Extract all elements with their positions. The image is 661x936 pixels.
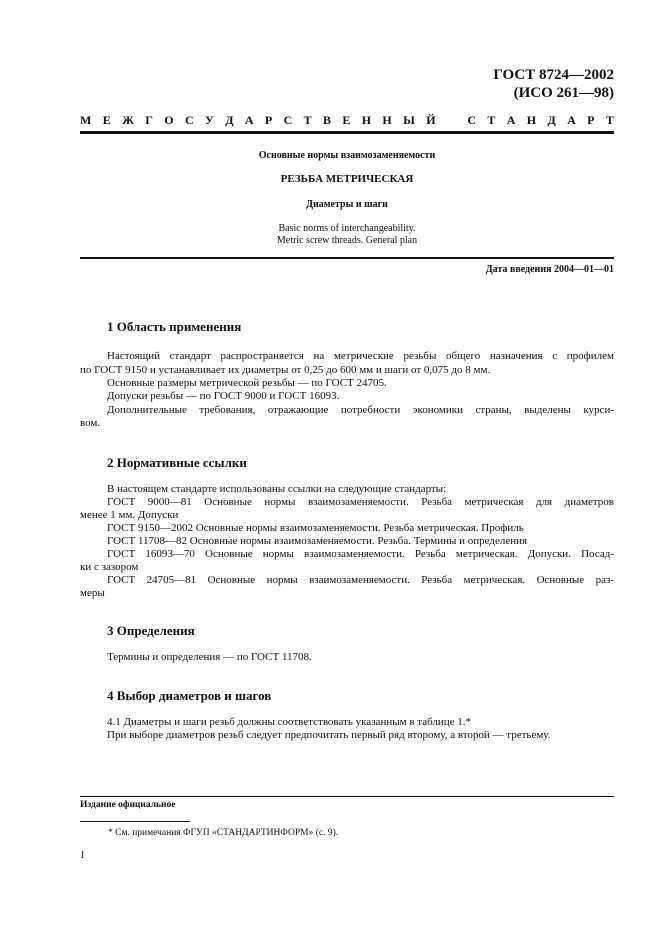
footnote: * См. примечания ФГУП «СТАНДАРТИНФОРМ» (с. 9). (108, 828, 339, 838)
banner-letter: О (164, 113, 174, 127)
reference-line: ГОСТ 16093—70 Основные нормы взаимозаменяемости. Резьба метрическая. Допуски. Посад- (107, 548, 614, 560)
banner-letter (447, 114, 456, 127)
banner-letter: С (283, 113, 293, 127)
banner-letter: С (185, 113, 194, 127)
footnote-divider (80, 821, 190, 822)
banner-letter: Ы (403, 113, 415, 127)
reference-line: менее 1 мм. Допуски (80, 509, 179, 521)
banner-letter: Н (382, 113, 392, 127)
paragraph-line: Настоящий стандарт распространяется на метрические резьбы общего назначения с профилем (107, 350, 614, 362)
banner-letter: Г (145, 113, 153, 127)
paragraph-line: При выборе диаметров резьб следует предпочитать первый ряд второму, а второй — третьему. (107, 729, 551, 741)
reference-line: ГОСТ 11708—82 Основные нормы взаимозаменяемости. Резьба. Термины и определения (107, 535, 528, 547)
reference-line: ГОСТ 24705—81 Основные нормы взаимозаменяемости. Резьба метрическая. Основные раз- (107, 574, 614, 586)
reference-line: меры (80, 587, 105, 599)
banner-letter: Т (605, 113, 614, 127)
banner-letter: Н (361, 113, 372, 127)
title-en-1: Basic norms of interchangeability. (278, 223, 416, 234)
banner-letter: Р (264, 113, 273, 127)
reference-line: ГОСТ 9150—2002 Основные нормы взаимозаменяемости. Резьба метрическая. Профиль (107, 522, 524, 534)
banner-letter: Р (587, 113, 595, 127)
paragraph-line: вом. (80, 417, 101, 429)
banner-letter: А (567, 113, 576, 127)
title-group: Основные нормы взаимозаменяемости (258, 150, 436, 161)
banner-letter: Ж (122, 113, 134, 127)
iso-code: (ИСО 261—98) (513, 85, 614, 101)
paragraph-line: В настоящем стандарте использованы ссылки на следующие стандарты: (107, 483, 447, 495)
page-number: 1 (80, 850, 85, 861)
standard-code: ГОСТ 8724—2002 (493, 67, 614, 83)
banner-letter: Й (426, 113, 436, 127)
section-3-heading: 3 Определения (107, 623, 195, 638)
banner-letter: Т (303, 113, 312, 127)
title-main: РЕЗЬБА МЕТРИЧЕСКАЯ (280, 173, 414, 185)
effective-date: Дата введения 2004—01—01 (485, 264, 614, 275)
title-en-2: Metric screw threads. General plan (276, 235, 418, 246)
banner-letter: В (322, 113, 331, 127)
banner-letter: М (80, 113, 92, 127)
paragraph-line: Термины и определения — по ГОСТ 11708. (107, 651, 312, 663)
paragraph-line: по ГОСТ 9150 и устанавливает их диаметры от 0,25 до 600 мм и шаги от 0,075 до 8 мм. (80, 364, 491, 376)
banner-letter: Е (102, 113, 111, 127)
divider (80, 257, 614, 259)
title-sub: Диаметры и шаги (306, 199, 388, 210)
banner-letter: А (244, 113, 254, 127)
divider (80, 796, 614, 797)
reference-line: ГОСТ 9000—81 Основные нормы взаимозаменяемости. Резьба метрическая для диаметров (107, 496, 614, 508)
banner (80, 114, 614, 127)
banner-letter: Д (547, 113, 556, 127)
paragraph-line: Допуски резьбы — по ГОСТ 9000 и ГОСТ 16093. (107, 390, 340, 402)
official-edition: Издание официальное (80, 800, 176, 810)
banner-letter: У (205, 113, 214, 127)
paragraph-line: 4.1 Диаметры и шаги резьб должны соответствовать указанным в таблице 1.* (107, 716, 472, 728)
banner-letter: Н (526, 113, 537, 127)
reference-line: ки с зазором (80, 561, 139, 573)
banner-letter: А (506, 113, 516, 127)
section-4-heading: 4 Выбор диаметров и шагов (107, 688, 272, 703)
paragraph-line: Дополнительные требования, отражающие потребности экономики страны, выделены курси- (107, 404, 614, 416)
section-2-heading: 2 Нормативные ссылки (107, 455, 247, 470)
banner-letter: Т (487, 113, 496, 127)
banner-letter: Е (342, 113, 351, 127)
section-1-heading: 1 Область применения (107, 319, 242, 334)
banner-letter: С (467, 113, 477, 127)
divider (80, 131, 614, 134)
paragraph-line: Основные размеры метрической резьбы — по ГОСТ 24705. (107, 377, 387, 389)
banner-letter: Д (225, 113, 234, 127)
